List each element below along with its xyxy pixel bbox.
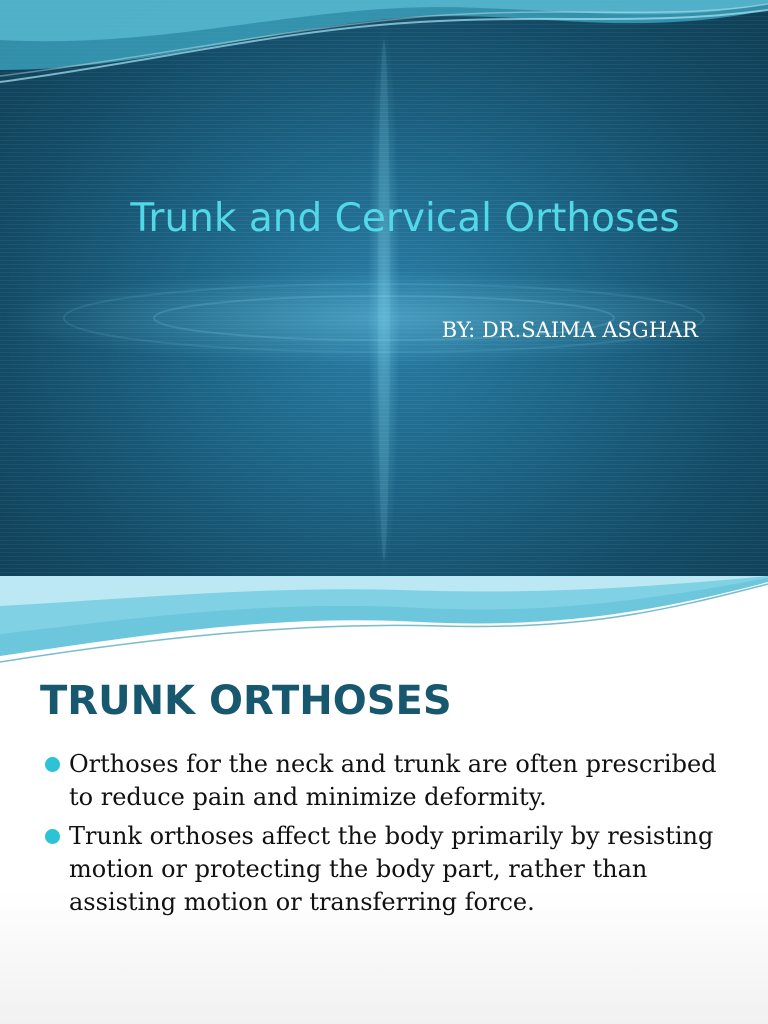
slide-heading: TRUNK ORTHOSES — [40, 678, 452, 724]
content-slide — [0, 576, 768, 1024]
bullet-text: Orthoses for the neck and trunk are often prescribed to reduce pain and minimize deformity. — [69, 750, 717, 811]
bullet-dot-icon — [45, 757, 60, 772]
bullet-text: Trunk orthoses affect the body primarily by resisting motion or protecting the body part, rather than assisting motion or transferring force. — [69, 822, 714, 916]
top-wave-decoration — [0, 0, 768, 90]
top-wave-decoration — [0, 576, 768, 666]
bullet-dot-icon — [45, 829, 60, 844]
bullet-list — [45, 748, 735, 925]
slide-title: Trunk and Cervical Orthoses — [130, 196, 680, 241]
bullet-item — [45, 748, 735, 814]
slide-subtitle: BY: DR.SAIMA ASGHAR — [441, 318, 698, 342]
bullet-item — [45, 820, 735, 919]
